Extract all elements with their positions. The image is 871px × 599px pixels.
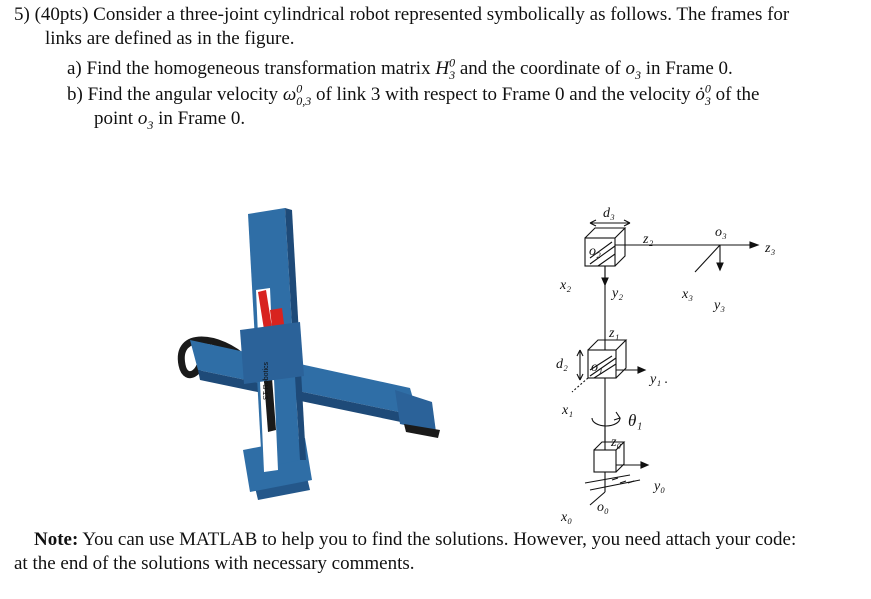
- note-line-2: [14, 553, 415, 575]
- problem-intro-2: links are defined as in the figure.: [45, 28, 295, 49]
- label-y3: y₃: [714, 298, 726, 313]
- label-d3: d₃: [603, 206, 615, 221]
- problem-points: (40pts): [34, 4, 89, 25]
- part-b-text-3: of the: [715, 84, 760, 105]
- label-x1: x₁: [562, 403, 574, 418]
- label-d2: d₂: [556, 357, 568, 372]
- note-line-1: [34, 529, 796, 551]
- problem-line-2: [45, 28, 295, 50]
- part-b-label: b): [67, 84, 83, 105]
- label-z1: z₁: [609, 326, 620, 341]
- symbol-H: $H^0_3$: [435, 55, 456, 82]
- label-y2: y₂: [612, 286, 624, 301]
- label-y0: y₀: [654, 479, 666, 494]
- note-label: Note:: [34, 529, 79, 550]
- symbol-o3-b: $o_3$: [137, 108, 154, 132]
- part-b-line-2: [94, 108, 245, 130]
- note-text-2: at the end of the solutions with necessary comments.: [14, 553, 415, 574]
- part-a-text-3: in Frame 0.: [645, 58, 733, 79]
- part-b: [67, 81, 760, 108]
- problem-line-1: [14, 4, 789, 26]
- part-b-text-4: point: [94, 108, 134, 129]
- label-x0: x₀: [561, 510, 573, 525]
- symbol-odot: $ȯ^0_3$: [695, 81, 711, 108]
- label-o1: o₁: [591, 360, 603, 375]
- robot-figure: [0, 180, 871, 530]
- part-a-label: a): [67, 58, 82, 79]
- label-x2: x₂: [560, 278, 572, 293]
- figure: [0, 180, 871, 530]
- problem-intro-1: Consider a three-joint cylindrical robot represented symbolically as follows. The frames for: [93, 4, 790, 25]
- part-a-text-2: and the coordinate of: [459, 58, 621, 79]
- label-o2: o₂: [589, 244, 601, 259]
- note-text-1: You can use MATLAB to help you to find the solutions. However, you need attach your code:: [82, 529, 797, 550]
- part-a: [67, 55, 733, 82]
- symbol-o3: $o_3$: [625, 58, 641, 82]
- part-b-text-1: Find the angular velocity: [87, 84, 279, 105]
- part-b-text-5: in Frame 0.: [158, 108, 246, 129]
- robot-brand-label: ST Robotics: [263, 362, 270, 400]
- label-z3: z₃: [765, 241, 776, 256]
- robot-illustration: [181, 208, 440, 500]
- label-z2: z₂: [643, 232, 654, 247]
- label-o0: o₀: [597, 500, 609, 515]
- problem-number: 5): [14, 4, 30, 25]
- label-theta1: θ₁: [628, 411, 643, 430]
- part-b-text-2: of link 3 with respect to Frame 0 and the velocity: [315, 84, 691, 105]
- label-x3: x₃: [682, 287, 694, 302]
- label-z0: z₀: [611, 435, 622, 450]
- label-y1: y₁ .: [650, 372, 669, 387]
- label-o3: o₃: [715, 225, 727, 240]
- symbol-omega: $\omega^0_{0,3}$: [282, 81, 312, 108]
- part-a-text-1: Find the homogeneous transformation matrix: [86, 58, 431, 79]
